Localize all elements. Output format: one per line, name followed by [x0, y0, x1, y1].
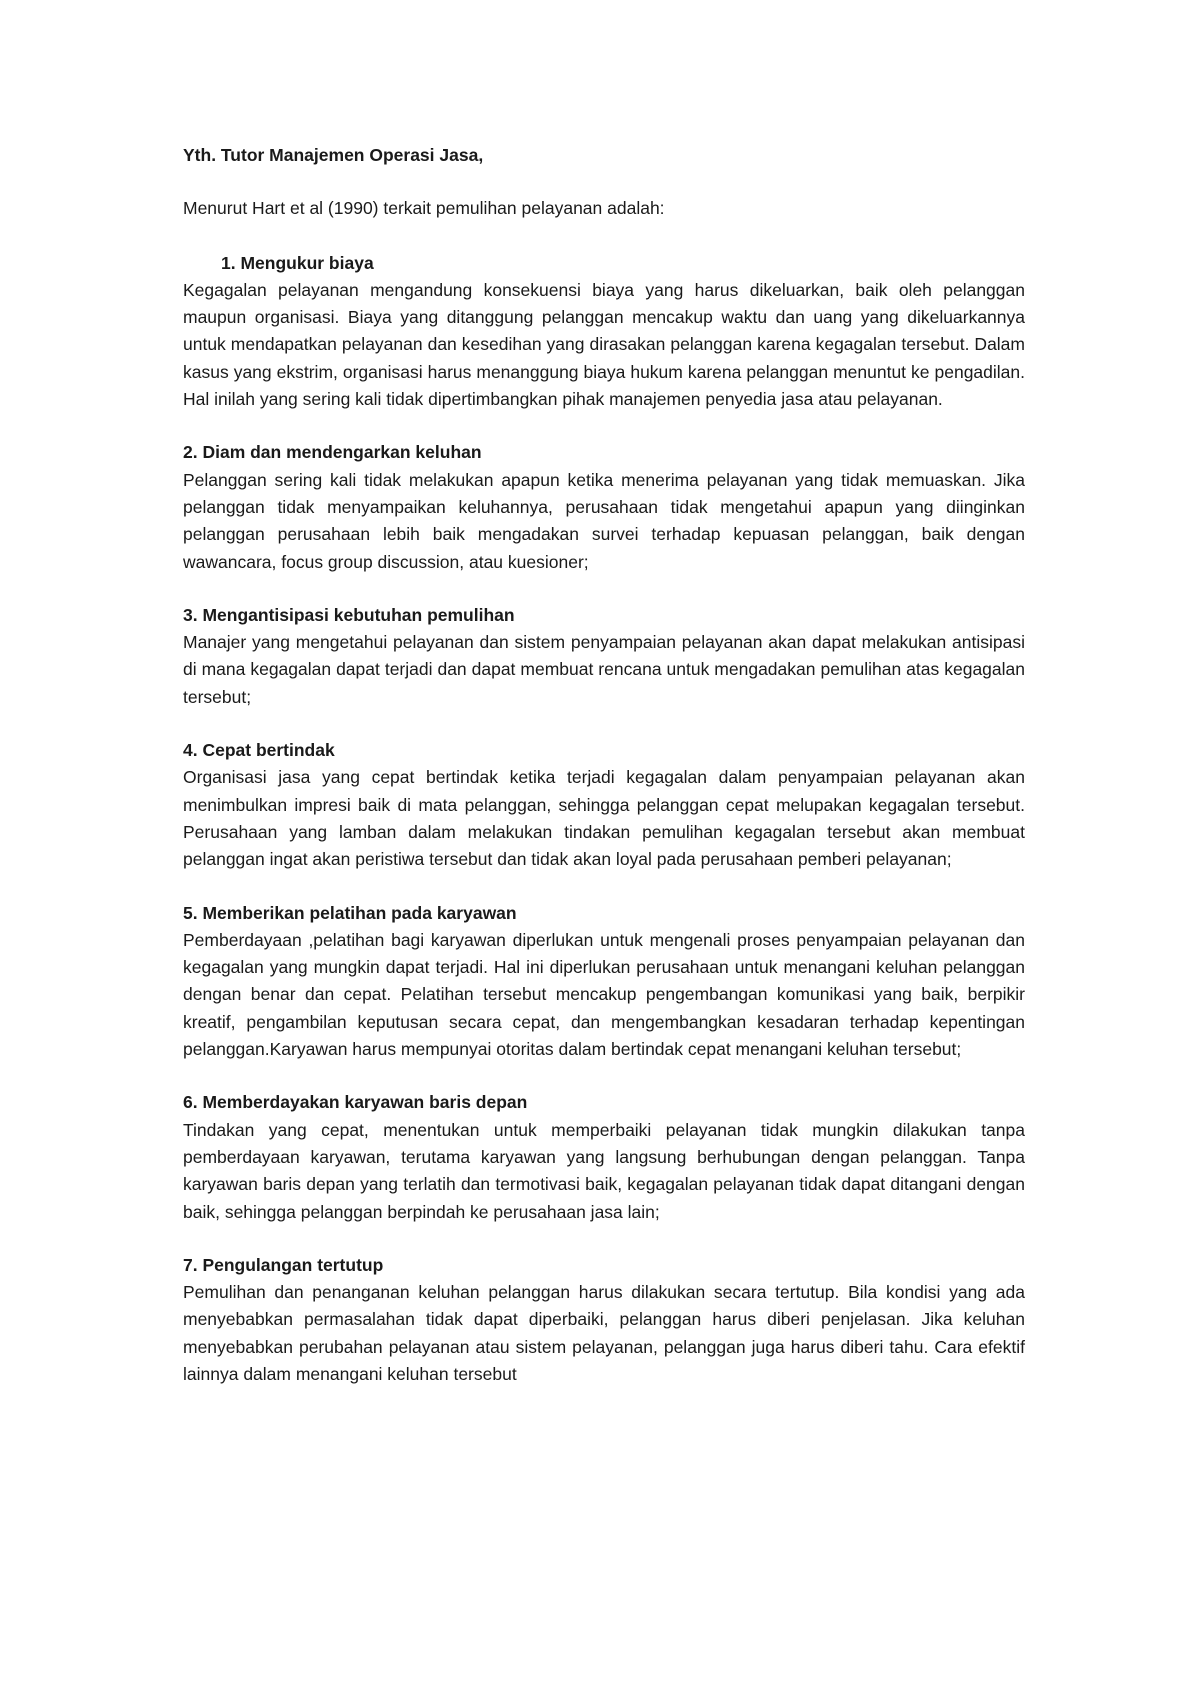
section-body: Tindakan yang cepat, menentukan untuk memperbaiki pelayanan tidak mungkin dilakukan tanpa pemberdayaan karyawan, terutama karyawan yang langsung berhubungan dengan pelanggan. Tanpa karyawan baris depan yang terlatih dan termotivasi baik, kegagalan pelayanan tidak dapat ditangani dengan baik, sehingga pelanggan berpindah ke perusahaan jasa lain;	[183, 1119, 1025, 1222]
section-title: 5. Memberikan pelatihan pada karyawan	[183, 902, 517, 923]
document-content	[183, 142, 1025, 1414]
section-7	[183, 1252, 1025, 1388]
section-4	[183, 737, 1025, 873]
section-title: 3. Mengantisipasi kebutuhan pemulihan	[183, 604, 515, 625]
section-title: 1. Mengukur biaya	[221, 252, 374, 273]
section-1	[183, 250, 1025, 414]
section-3	[183, 602, 1025, 711]
section-body: Pemberdayaan ,pelatihan bagi karyawan diperlukan untuk mengenali proses penyampaian pelayanan dan kegagalan yang mungkin dapat terjadi. Hal ini diperlukan perusahaan untuk menangani keluhan pelanggan dengan benar dan cepat. Pelatihan tersebut mencakup pengembangan komunikasi yang baik, berpikir kreatif, pengambilan keputusan secara cepat, dan mengembangkan kesadaran terhadap kepentingan pelanggan.Karyawan harus mempunyai otoritas dalam bertindak cepat menangani keluhan tersebut;	[183, 929, 1025, 1060]
section-title: 4. Cepat bertindak	[183, 740, 335, 761]
section-2	[183, 439, 1025, 575]
intro-paragraph: Menurut Hart et al (1990) terkait pemulihan pelayanan adalah:	[183, 198, 665, 219]
section-body: Manajer yang mengetahui pelayanan dan sistem penyampaian pelayanan akan dapat melakukan antisipasi di mana kegagalan dapat terjadi dan dapat membuat rencana untuk mengadakan pemulihan atas kegagalan tersebut;	[183, 632, 1025, 707]
salutation: Yth. Tutor Manajemen Operasi Jasa,	[183, 145, 484, 165]
section-body: Pelanggan sering kali tidak melakukan apapun ketika menerima pelayanan yang tidak memuaskan. Jika pelanggan tidak menyampaikan keluhannya, perusahaan tidak mengetahui apapun yang diinginkan pelanggan perusahaan lebih baik mengadakan survei terhadap kepuasan pelanggan, baik dengan wawancara, focus group discussion, atau kuesioner;	[183, 469, 1025, 572]
section-5	[183, 900, 1025, 1064]
section-6	[183, 1089, 1025, 1225]
section-title: 6. Memberdayakan karyawan baris depan	[183, 1092, 528, 1113]
section-title: 7. Pengulangan tertutup	[183, 1254, 384, 1275]
section-title: 2. Diam dan mendengarkan keluhan	[183, 442, 482, 463]
section-body: Kegagalan pelayanan mengandung konsekuensi biaya yang harus dikeluarkan, baik oleh pelanggan maupun organisasi. Biaya yang ditanggung pelanggan mencakup waktu dan uang yang dikeluarkannya untuk mendapatkan pelayanan dan kesedihan yang dirasakan pelanggan karena kegagalan tersebut. Dalam kasus yang ekstrim, organisasi harus menanggung biaya hukum karena pelanggan menuntut ke pengadilan. Hal inilah yang sering kali tidak dipertimbangkan pihak manajemen penyedia jasa atau pelayanan.	[183, 279, 1025, 410]
section-body: Organisasi jasa yang cepat bertindak ketika terjadi kegagalan dalam penyampaian pelayanan akan menimbulkan impresi baik di mata pelanggan, sehingga pelanggan cepat melupakan kegagalan tersebut. Perusahaan yang lamban dalam melakukan tindakan pemulihan kegagalan tersebut akan membuat pelanggan ingat akan peristiwa tersebut dan tidak akan loyal pada perusahaan pemberi pelayanan;	[183, 767, 1025, 870]
section-body: Pemulihan dan penanganan keluhan pelanggan harus dilakukan secara tertutup. Bila kondisi yang ada menyebabkan permasalahan tidak dapat diperbaiki, pelanggan harus diberi penjelasan. Jika keluhan menyebabkan perubahan pelayanan atau sistem pelayanan, pelanggan juga harus diberi tahu. Cara efektif lainnya dalam menangani keluhan tersebut	[183, 1282, 1025, 1384]
